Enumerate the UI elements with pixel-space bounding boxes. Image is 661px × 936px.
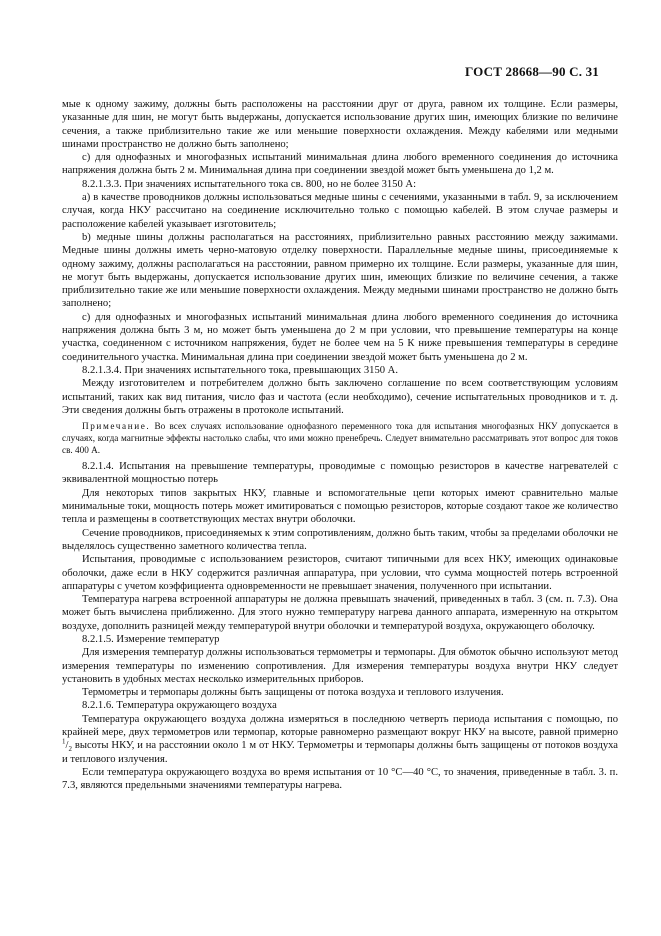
- note: [62, 420, 618, 456]
- section-heading: 8.2.1.6. Температура окружающего воздуха: [82, 700, 277, 712]
- paragraph: Температура окружающего воздуха должна измеряться в последнюю четверть периода испытания с помощью, по крайней мере, двух термометров или термопар, которые равномерно размещают вокруг НКУ на высоте, равной примерно $^1/_2$ высоты НКУ, и на расстоянии около 1 м от НКУ. Термометры и термопары должны быть защищены от потоков воздуха и теплового излучения.: [62, 713, 618, 765]
- paragraph: Для измерения температур должны использоваться термометры и термопары. Для обмоток обычно используют метод измерения температуры по изменению сопротивления. Для измерения температуры воздуха внутри НКУ следует установить в удобных местах несколько измерительных приборов.: [62, 647, 618, 685]
- paragraph: Между изготовителем и потребителем должно быть заключено соглашение по всем соответствующим условиям испытаний, таких как вид питания, число фаз и частота (если необходимо), сечение испытательных проводников и т. д. Эти сведения должны быть отражены в протоколе испытаний.: [62, 378, 618, 416]
- paragraph: Сечение проводников, присоединяемых к этим сопротивлениям, должно быть таким, чтобы за пределами оболочки не выделялось существенно заметного количества тепла.: [62, 527, 618, 552]
- fraction-denominator: 2: [68, 745, 72, 754]
- paragraph-text: высоты НКУ, и на расстоянии около 1 м от НКУ. Термометры и термопары должны быть защищены от потоков воздуха и теплового излучения.: [62, 740, 618, 765]
- paragraph: Если температура окружающего воздуха во время испытания от 10 °С—40 °С, то значения, приведенные в табл. 3. п. 7.3, являются предельными значениями температуры нагрева.: [62, 766, 618, 792]
- paragraph-text: Температура окружающего воздуха должна измеряться в последнюю четверть периода испытания с помощью, по крайней мере, двух термометров или термопар, которые равномерно размещают вокруг НКУ на высоте, равной примерно: [62, 713, 618, 739]
- paragraph: Испытания, проводимые с использованием резисторов, считают типичными для всех НКУ, имеющих одинаковые оболочки, даже если в НКУ содержится различная аппаратура, при условии, что сумма мощностей потерь встроенной аппаратуры с учетом коэффициента одновременности не превышает значения, полученного при испытании.: [62, 554, 618, 592]
- fraction-numerator: 1: [62, 737, 66, 746]
- paragraph: с) для однофазных и многофазных испытаний минимальная длина любого временного соединения до источника напряжения должна быть 3 м, но может быть уменьшена до 2 м при условии, что превышение температуры на конце участка, соединенном с источником напряжения, будет не более чем на 5 К ниже превышения температуры в середине соединительного участка. Минимальная длина при соединении звездой может быть уменьшена до 2 м.: [62, 311, 618, 363]
- paragraph: а) в качестве проводников должны использоваться медные шины с сечениями, указанными в табл. 9, за исключением случая, когда НКУ рассчитано на соединение исключительно только с помощью кабелей. В этом случае размеры и расположение кабелей указывает изготовитель;: [62, 192, 618, 230]
- note-text: Во всех случаях использование однофазного переменного тока для испытания многофазных НКУ допускается в случаях, когда магнитные эффекты настолько слабы, что ими можно пренебречь. Следует внимательно рассматривать этот вопрос для токов св. 400 А.: [62, 421, 618, 456]
- page-header: ГОСТ 28668—90 С. 31: [465, 64, 599, 79]
- paragraph: с) для однофазных и многофазных испытаний минимальная длина любого временного соединения до источника напряжения должна быть 2 м. Минимальная длина при соединении звездой может быть уменьшена до 1,2 м.: [62, 152, 618, 177]
- paragraph: мые к одному зажиму, должны быть расположены на расстоянии друг от друга, равном их толщине. Если размеры, указанные для шин, не могут быть выдержаны, допускается использование других шин, имеющих близкие по величине сечения, а также приблизительно такие же или меньшие поверхности охлаждения. Между кабелями или медными шинами пространство не должно быть заполнено;: [62, 99, 618, 150]
- paragraph: b) медные шины должны располагаться на расстояниях, приблизительно равных расстоянию между зажимами. Медные шины должны иметь черно-матовую отделку поверхности. Параллельные медные шины, присоединяемые к одному зажиму, должны располагаться на расстоянии, равном примерно их толщине. Если размеры, указанные для шин, не могут быть выдержаны, допускается использование других шин, имеющих близкие по величине сечения, а также приблизительно такие же или меньшие поверхности охлаждения. Между медными шинами пространство не должно быть заполнено;: [62, 231, 618, 310]
- section-heading: 8.2.1.3.3. При значениях испытательного тока св. 800, но не более 3150 А:: [82, 178, 417, 190]
- section-heading: 8.2.1.5. Измерение температур: [82, 633, 220, 645]
- paragraph: Температура нагрева встроенной аппаратуры не должна превышать значений, приведенных в табл. 3 (см. п. 7.3). Она может быть вычислена приближенно. Для этого нужно температуру нагрева данного аппарата, измеренную на открытом воздухе, дополнить разницей между температурой внутри оболочки и температурой воздуха, окружающего оболочку.: [62, 594, 618, 632]
- note-label: Примечание.: [82, 421, 151, 432]
- section-heading: 8.2.1.4. Испытания на превышение температуры, проводимые с помощью резисторов в качестве нагревателей с эквивалентной мощностью потерь: [62, 461, 618, 486]
- paragraph: Термометры и термопары должны быть защищены от потока воздуха и теплового излучения.: [82, 687, 504, 699]
- paragraph: Для некоторых типов закрытых НКУ, главные и вспомогательные цепи которых имеют сравнительно малые минимальные токи, мощность потерь может имитироваться с помощью резисторов, которые создают такое же количество тепла и размещены в соответствующих местах внутри оболочки.: [62, 487, 618, 526]
- section-heading: 8.2.1.3.4. При значениях испытательного тока, превышающих 3150 А.: [82, 364, 398, 376]
- document-body: [62, 98, 618, 793]
